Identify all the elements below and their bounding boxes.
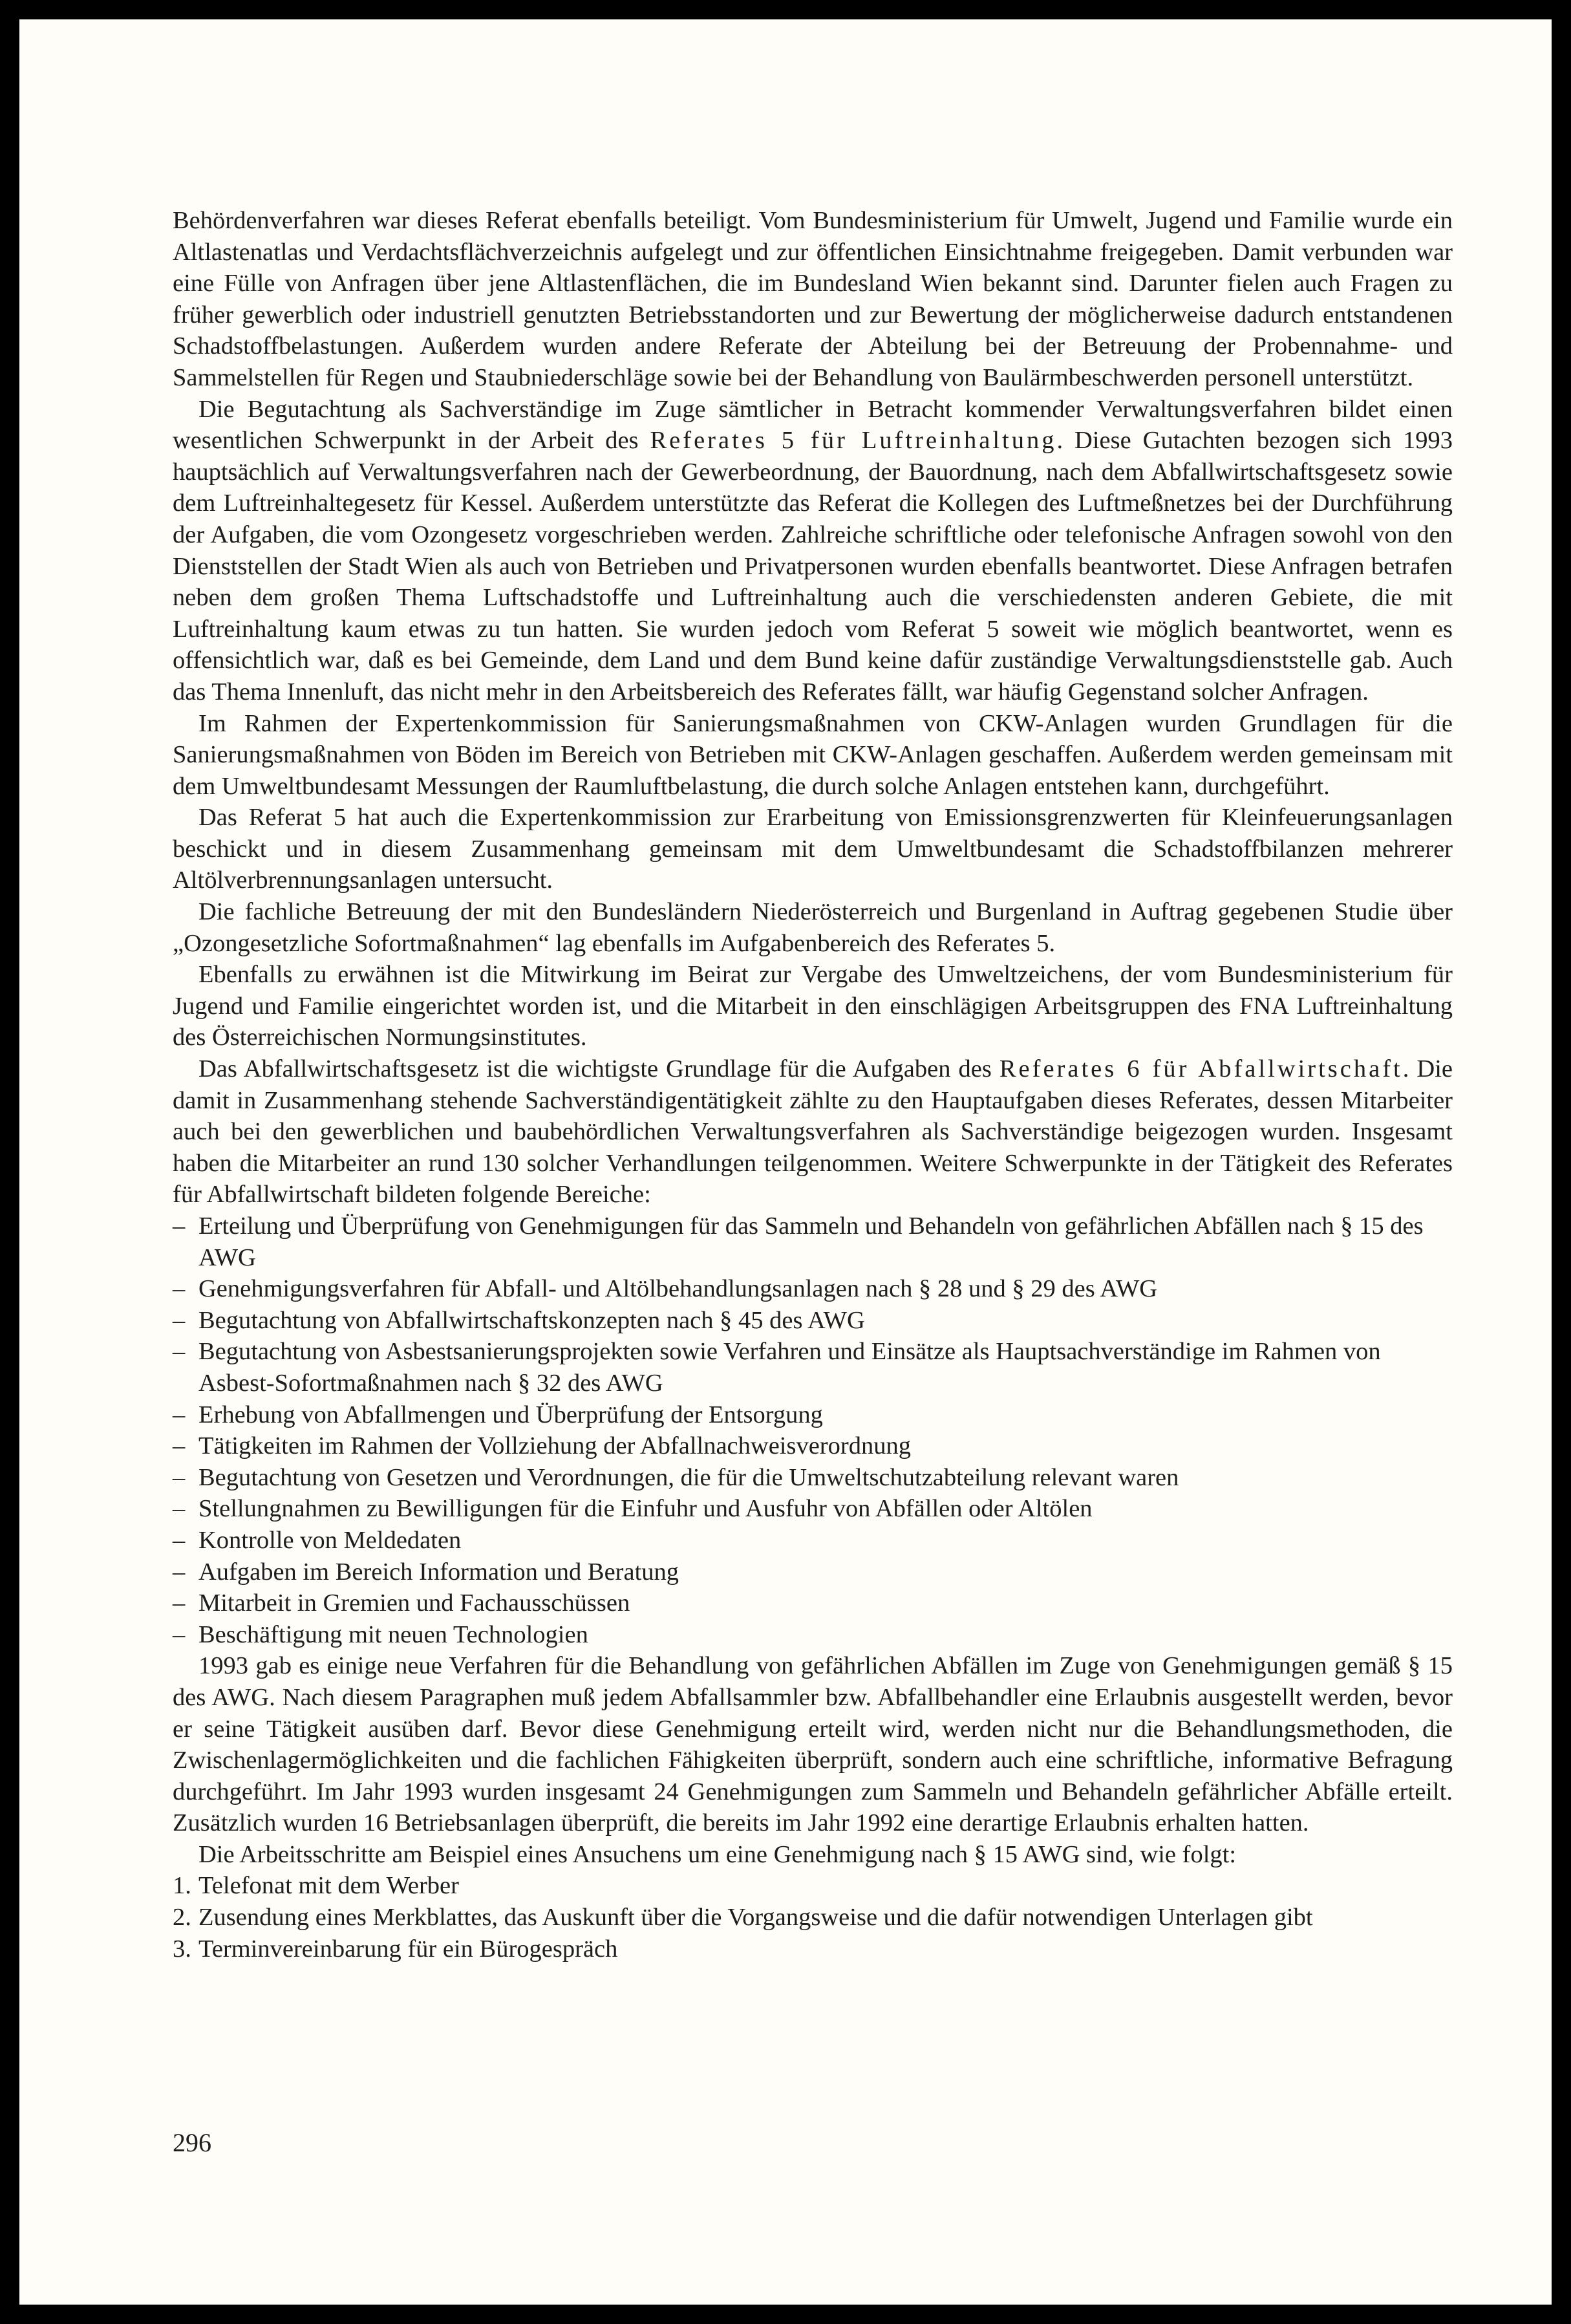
referat-6-heading: Referates 6 für Abfallwirtschaft [999,1055,1403,1083]
paragraph-8: 1993 gab es einige neue Verfahren für die Behandlung von gefährlichen Abfällen im Zuge von Genehmigungen gemäß § 15 des AWG. Nach diesem Paragraphen muß jedem Abfallsammler bzw. Abfallbehandler eine Erlaubnis ausgestellt werden, bevor er seine Tätigkeit ausüben darf. Bevor diese Genehmigung erteilt wird, werden nicht nur die Behandlungsmethoden, die Zwischenlagermöglichkeiten und die fachlichen Fähigkeiten überprüft, sondern auch eine schriftliche, informative Befragung durchgeführt. Im Jahr 1993 wurden insgesamt 24 Genehmigungen zum Sammeln und Behandeln gefährlicher Abfälle erteilt. Zusätzlich wurden 16 Betriebsanlagen überprüft, die bereits im Jahr 1992 eine derartige Erlaubnis erhalten hatten. [173,1652,1453,1837]
paragraph-7-text-a: Das Abfallwirtschaftsgesetz ist die wichtigste Grundlage für die Aufgaben des [198,1055,999,1083]
list-text: Terminvereinbarung für ein Bürogespräch [198,1935,618,1963]
list-item: – Erteilung und Überprüfung von Genehmigungen für das Sammeln und Behandeln von gefährlichen Abfällen nach § 15 des AWG [173,1210,1453,1273]
page [19,19,1552,2305]
paragraph-7 [173,1053,1453,1210]
list-item: – Beschäftigung mit neuen Technologien [173,1619,1453,1651]
list-item [173,1933,1453,1965]
body-text [173,205,1453,1964]
paragraph-1: Behördenverfahren war dieses Referat ebenfalls beteiligt. Vom Bundesministerium für Umwelt, Jugend und Familie wurde ein Altlastenatlas und Verdachtsflächverzeichnis aufgelegt und zur öffentlichen Einsichtnahme freigegeben. Damit verbunden war eine Fülle von Anfragen über jene Altlastenflächen, die im Bundesland Wien bekannt sind. Darunter fielen auch Fragen zu früher gewerblich oder industriell genutzten Betriebsstandorten und zur Bewertung der möglicherweise dadurch entstandenen Schadstoffbelastungen. Außerdem wurden andere Referate der Abteilung bei der Betreuung der Probennahme- und Sammelstellen für Regen und Staubniederschläge sowie bei der Behandlung von Baulärmbeschwerden personell unterstützt. [173,207,1453,391]
list-item: – Erhebung von Abfallmengen und Überprüfung der Entsorgung [173,1399,1453,1431]
list-item [173,1902,1453,1933]
list-item [173,1870,1453,1902]
list-item: – Tätigkeiten im Rahmen der Vollziehung der Abfallnachweisverordnung [173,1430,1453,1462]
list-item: – Begutachtung von Gesetzen und Verordnungen, die für die Umweltschutzabteilung relevant waren [173,1462,1453,1494]
list-item: – Genehmigungsverfahren für Abfall- und Altölbehandlungsanlagen nach § 28 und § 29 des AWG [173,1273,1453,1305]
list-text: Zusendung eines Merkblattes, das Auskunft über die Vorgangsweise und die dafür notwendigen Unterlagen gibt [198,1904,1313,1931]
steps-list [173,1870,1453,1964]
list-item: – Stellungnahmen zu Bewilligungen für die Einfuhr und Ausfuhr von Abfällen oder Altölen [173,1493,1453,1525]
list-item: – Begutachtung von Abfallwirtschaftskonzepten nach § 45 des AWG [173,1305,1453,1337]
list-item: – Mitarbeit in Gremien und Fachausschüssen [173,1587,1453,1619]
list-text: Telefonat mit dem Werber [198,1872,459,1900]
tasks-list [173,1210,1453,1650]
list-item: – Kontrolle von Meldedaten [173,1525,1453,1556]
paragraph-2 [173,394,1453,708]
list-item: – Aufgaben im Bereich Information und Beratung [173,1556,1453,1588]
paragraph-7-text-b: . Die damit in Zusammenhang stehende Sachverständigentätigkeit zählte zu den Hauptaufgaben dieses Referates, dessen Mitarbeiter auch bei den gewerblichen und baubehördlichen Verwaltungsverfahren als Sachverständige beigezogen wurden. Insgesamt haben die Mitarbeiter an rund 130 solcher Verhandlungen teilgenommen. Weitere Schwerpunkte in der Tätigkeit des Referates für Abfallwirtschaft bildeten folgende Bereiche: [173,1055,1453,1209]
paragraph-2-text-a: Die Begutachtung als Sachverständige im Zuge sämtlicher in Betracht kommender Verwaltungsverfahren bildet einen wesentlichen Schwerpunkt in der Arbeit des [173,395,1453,455]
list-number: 2. [173,1904,191,1931]
list-item: – Begutachtung von Asbestsanierungsprojekten sowie Verfahren und Einsätze als Hauptsachverständige im Rahmen von Asbest-Sofortmaßnahmen nach § 32 des AWG [173,1336,1453,1399]
page-number: 296 [173,2128,211,2157]
referat-5-heading: Referates 5 für Luftreinhaltung [650,427,1057,455]
paragraph-5: Die fachliche Betreuung der mit den Bundesländern Niederösterreich und Burgenland in Auftrag gegebenen Studie über „Ozongesetzliche Sofortmaßnahmen“ lag ebenfalls im Aufgabenbereich des Referates 5. [173,898,1453,957]
paragraph-3: Im Rahmen der Expertenkommission für Sanierungsmaßnahmen von CKW-Anlagen wurden Grundlagen für die Sanierungsmaßnahmen von Böden im Bereich von Betrieben mit CKW-Anlagen geschaffen. Außerdem werden gemeinsam mit dem Umweltbundesamt Messungen der Raumluftbelastung, die durch solche Anlagen entstehen kann, durchgeführt. [173,709,1453,800]
paragraph-2-text-b: . Diese Gutachten bezogen sich 1993 hauptsächlich auf Verwaltungsverfahren nach der Gewerbeordnung, der Bauordnung, nach dem Abfallwirtschaftsgesetz sowie dem Luftreinhaltegesetz für Kessel. Außerdem unterstützte das Referat die Kollegen des Luftmeßnetzes bei der Durchführung der Aufgaben, die vom Ozongesetz vorgeschrieben werden. Zahlreiche schriftliche oder telefonische Anfragen sowohl von den Dienststellen der Stadt Wien als auch von Betrieben und Privatpersonen wurden ebenfalls beantwortet. Diese Anfragen betrafen neben dem großen Thema Luftschadstoffe und Luftreinhaltung auch die verschiedensten anderen Gebiete, die mit Luftreinhaltung kaum etwas zu tun hatten. Sie wurden jedoch vom Referat 5 soweit wie möglich beantwortet, wenn es offensichtlich war, daß es bei Gemeinde, dem Land und dem Bund keine dafür zuständige Verwaltungsdienststelle gab. Auch das Thema Innenluft, das nicht mehr in den Arbeitsbereich des Referates fällt, war häufig Gegenstand solcher Anfragen. [173,427,1453,705]
paragraph-9: Die Arbeitsschritte am Beispiel eines Ansuchens um eine Genehmigung nach § 15 AWG sind, wie folgt: [198,1840,1237,1868]
paragraph-4: Das Referat 5 hat auch die Expertenkommission zur Erarbeitung von Emissionsgrenzwerten für Kleinfeuerungsanlagen beschickt und in diesem Zusammenhang gemeinsam mit dem Umweltbundesamt die Schadstoffbilanzen mehrerer Altölverbrennungsanlagen untersucht. [173,804,1453,894]
list-number: 3. [173,1935,191,1963]
list-number: 1. [173,1872,191,1900]
paragraph-6: Ebenfalls zu erwähnen ist die Mitwirkung im Beirat zur Vergabe des Umweltzeichens, der vom Bundesministerium für Jugend und Familie eingerichtet worden ist, und die Mitarbeit in den einschlägigen Arbeitsgruppen des FNA Luftreinhaltung des Österreichischen Normungsinstitutes. [173,961,1453,1051]
